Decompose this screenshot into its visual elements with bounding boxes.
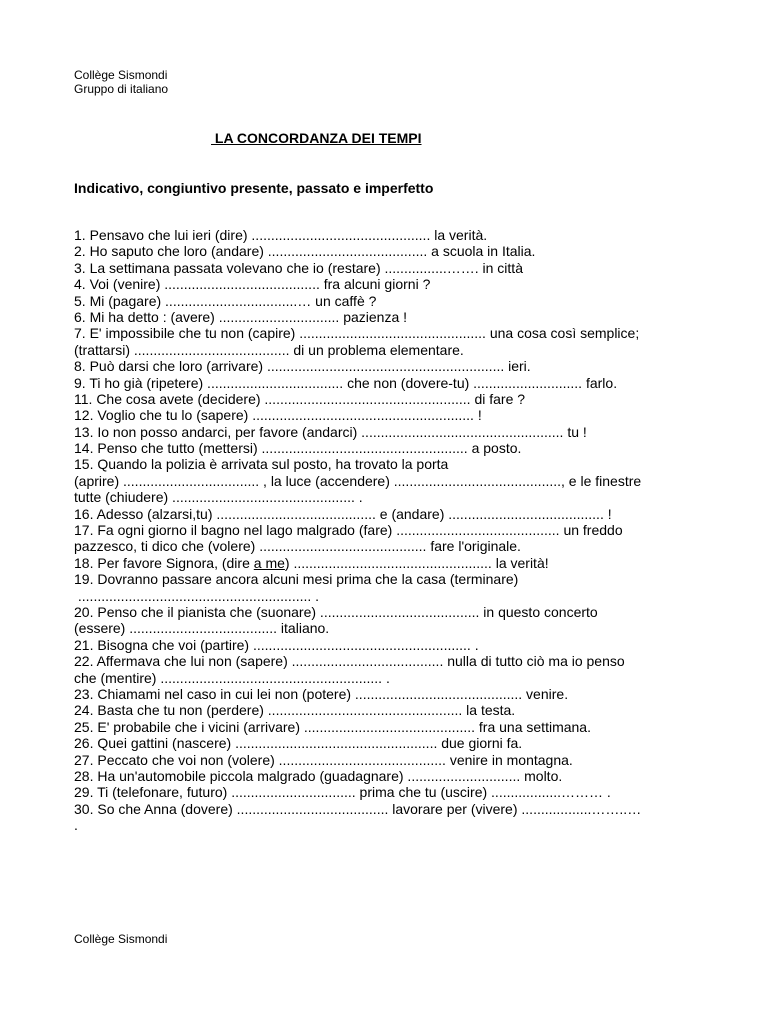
exercise-line: 30. So che Anna (dovere) ....................................... lavorare per (vivere) ..................……..… — [74, 800, 642, 817]
exercise-line: 27. Peccato che voi non (volere) ........................................... venire in montagna. — [74, 751, 573, 768]
exercise-line: 29. Ti (telefonare, futuro) ................................ prima che tu (uscire) ..................……… . — [74, 784, 611, 801]
exercise-line: 14. Penso che tutto (mettersi) ..................................................... a posto. — [74, 440, 522, 457]
exercise-line: 16. Adesso (alzarsi,tu) ......................................... e (andare) ........................................ ! — [74, 505, 612, 522]
exercise-line: 15. Quando la polizia è arrivata sul posto, ha trovato la porta — [74, 456, 449, 473]
footer-school-name: Collège Sismondi — [74, 932, 168, 946]
group-name: Gruppo di italiano — [74, 82, 169, 96]
exercise-line: 12. Voglio che tu lo (sapere) ......................................................... ! — [74, 407, 482, 424]
exercise-line: 19. Dovranno passare ancora alcuni mesi prima che la casa (terminare) — [74, 571, 519, 588]
exercise-line: 28. Ha un'automobile piccola malgrado (guadagnare) ............................. molto. — [74, 767, 563, 784]
exercise-line: 18. Per favore Signora, (dire a me) ................................................... la verità! — [74, 554, 549, 571]
document-footer — [74, 932, 167, 946]
exercise-list — [74, 227, 714, 833]
exercise-line: 26. Quei gattini (nascere) .................................................... due giorni fa. — [74, 735, 523, 752]
exercise-line: che (mentire) ......................................................... . — [74, 669, 390, 686]
exercise-line: 3. La settimana passata volevano che io (restare) ................……. in città — [74, 259, 523, 276]
exercise-line: 2. Ho saputo che loro (andare) ......................................... a scuola in Italia. — [74, 243, 536, 260]
exercise-line: 1. Pensavo che lui ieri (dire) .............................................. la verità. — [74, 227, 488, 243]
document-header — [74, 68, 168, 96]
exercise-line: 17. Fa ogni giorno il bagno nel lago malgrado (fare) .......................................... un freddo — [74, 522, 623, 539]
exercise-line: 13. Io non posso andarci, per favore (andarci) .................................................... tu ! — [74, 423, 587, 440]
exercise-line: ............................................................ . — [74, 587, 320, 604]
exercise-line: 11. Che cosa avete (decidere) ..................................................... di fare ? — [74, 390, 526, 407]
exercise-line: 7. E' impossibile che tu non (capire) ................................................ una cosa così semplice; — [74, 325, 640, 342]
exercise-line: 24. Basta che tu non (perdere) .................................................. la testa. — [74, 702, 516, 719]
exercise-line: 22. Affermava che lui non (sapere) ....................................... nulla di tutto ciò ma io penso — [74, 653, 625, 670]
exercise-line: 23. Chiamami nel caso in cui lei non (potere) ........................................... venire. — [74, 685, 569, 702]
exercise-line: (aprire) ................................... , la luce (accendere) ..........................................., e le finestre — [74, 472, 642, 489]
exercise-line: (essere) ...................................... italiano. — [74, 620, 330, 637]
exercise-line: 4. Voi (venire) ........................................ fra alcuni giorni ? — [74, 276, 431, 293]
exercise-line: 5. Mi (pagare) ..................................… un caffè ? — [74, 292, 377, 309]
exercise-line: 6. Mi ha detto : (avere) ............................... pazienza ! — [74, 308, 408, 325]
exercise-line: 9. Ti ho già (ripetere) ................................... che non (dovere-tu) ............................ farlo. — [74, 374, 618, 391]
document-subtitle: Indicativo, congiuntivo presente, passato e imperfetto — [74, 180, 434, 196]
underlined-text: a me — [253, 554, 285, 571]
school-name: Collège Sismondi — [74, 68, 168, 82]
exercise-line: tutte (chiudere) ............................................... . — [74, 489, 363, 506]
exercise-line: 25. E' probabile che i vicini (arrivare) ............................................ fra una settimana. — [74, 718, 591, 735]
exercise-line: 20. Penso che il pianista che (suonare) ......................................... in questo concerto — [74, 603, 598, 620]
document-title: LA CONCORDANZA DEI TEMPI — [211, 130, 422, 146]
exercise-line: . — [74, 817, 78, 834]
exercise-line: 8. Può darsi che loro (arrivare) ............................................................. ieri. — [74, 358, 531, 375]
exercise-line: pazzesco, ti dico che (volere) ........................................... fare l'originale. — [74, 538, 521, 555]
exercise-line: 21. Bisogna che voi (partire) ........................................................ . — [74, 636, 479, 653]
exercise-line: (trattarsi) ........................................ di un problema elementare. — [74, 341, 464, 358]
